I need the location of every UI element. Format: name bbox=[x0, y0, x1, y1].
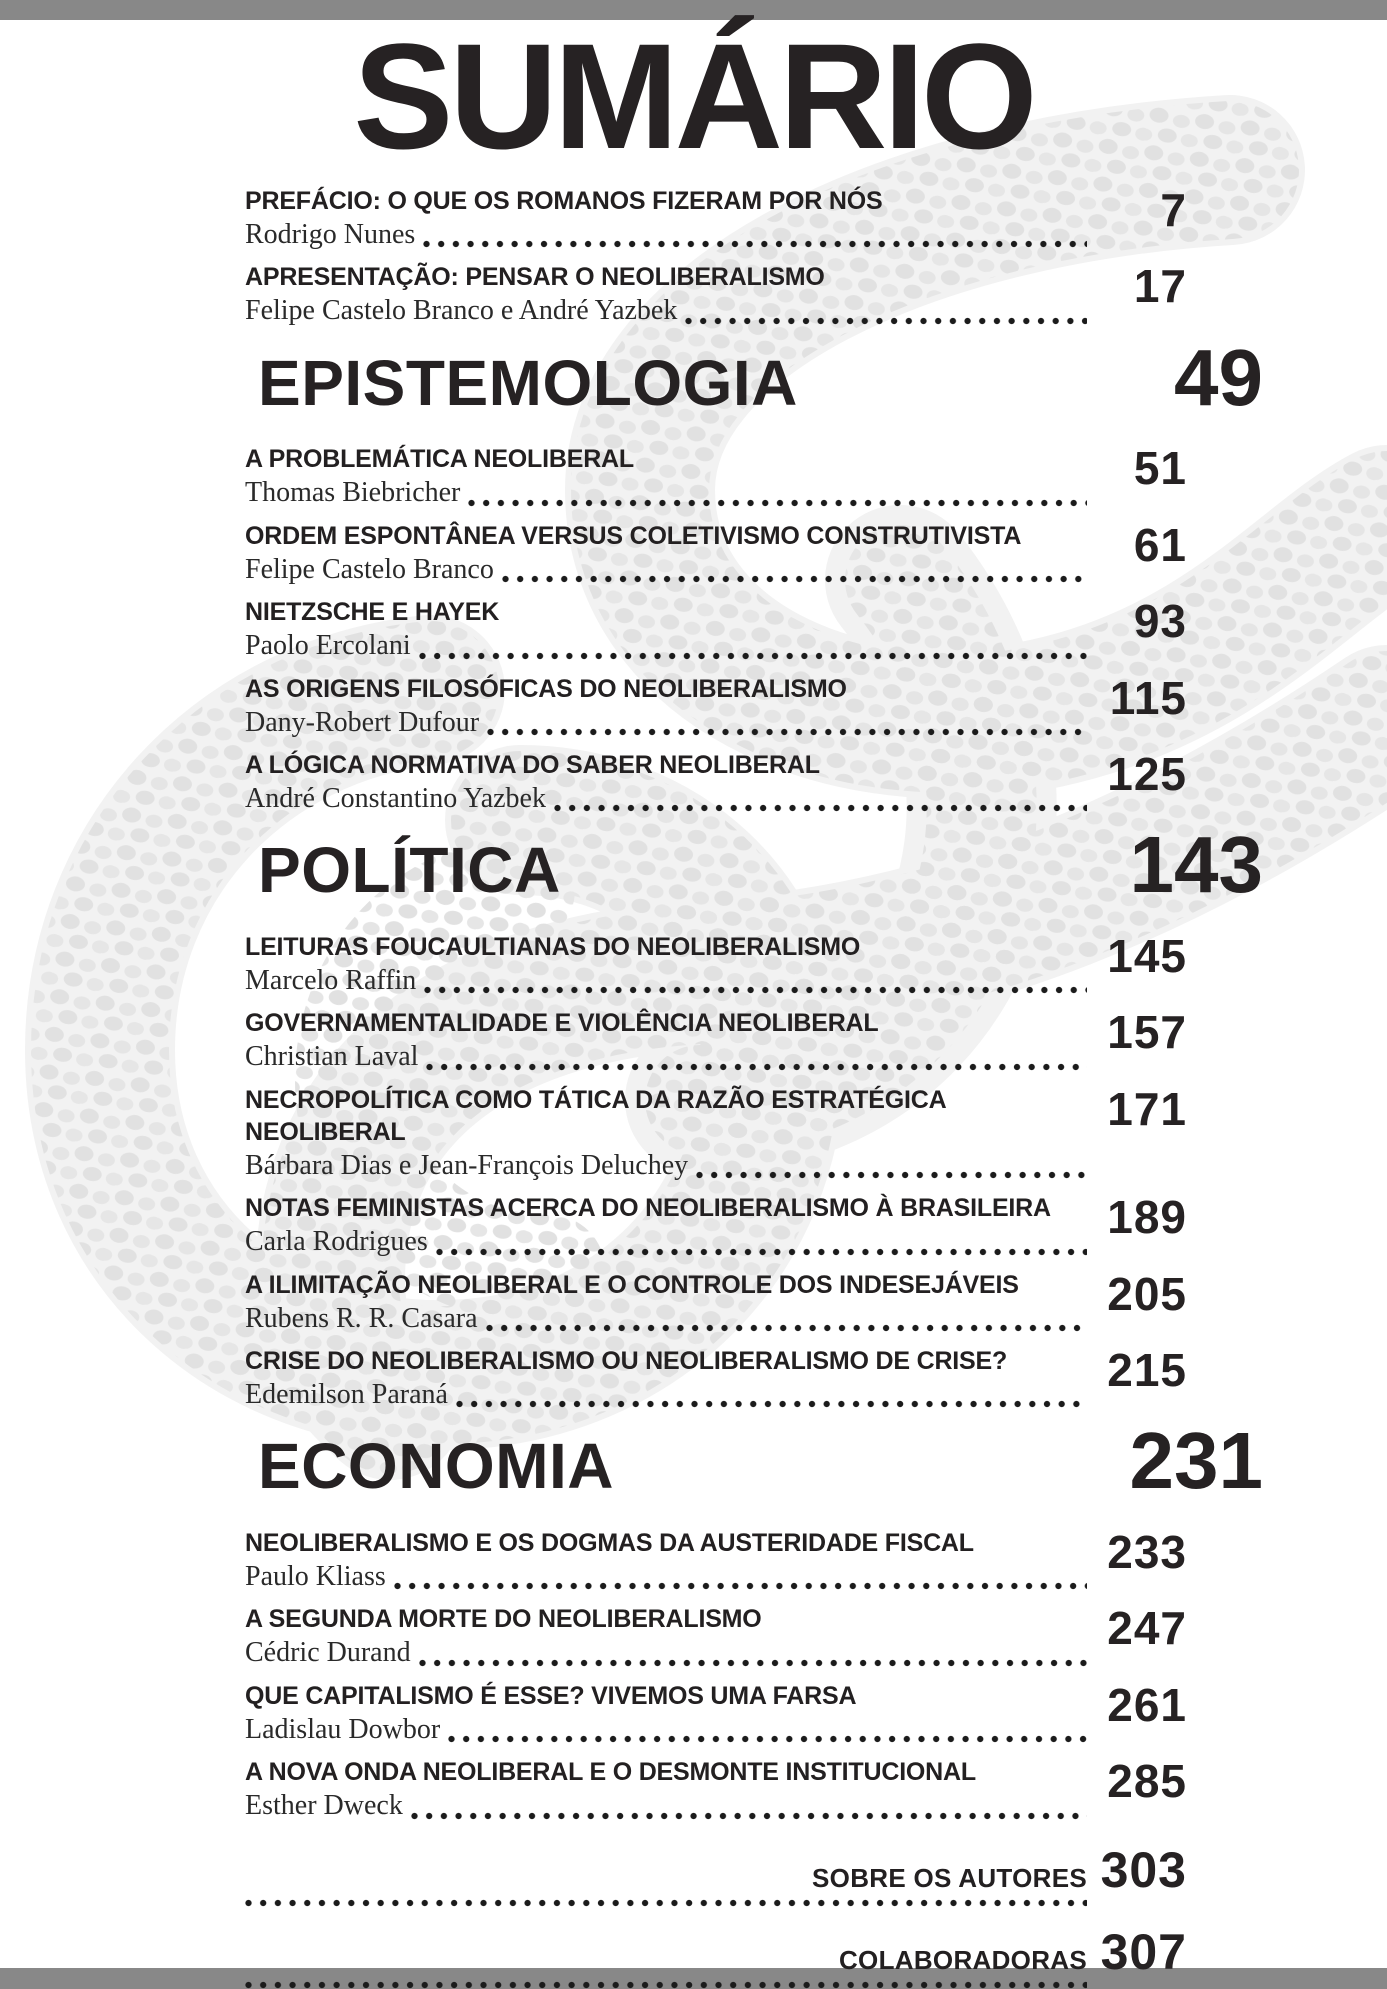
entry-title: A PROBLEMÁTICA NEOLIBERAL bbox=[245, 445, 634, 474]
toc-entry bbox=[245, 1756, 1263, 1824]
dots-leader bbox=[419, 1659, 1087, 1667]
entry-page-number: 145 bbox=[1107, 930, 1187, 983]
entry-author: Thomas Biebricher bbox=[245, 477, 461, 509]
entry-title: QUE CAPITALISMO É ESSE? VIVEMOS UMA FARSA bbox=[245, 1681, 857, 1710]
toc-page bbox=[0, 12, 1387, 1980]
toc-section-heading bbox=[245, 820, 1263, 910]
toc-entry bbox=[245, 931, 1263, 999]
entry-author: Paolo Ercolani bbox=[245, 630, 411, 662]
entry-title: CRISE DO NEOLIBERALISMO OU NEOLIBERALISMO DE CRISE? bbox=[245, 1347, 1008, 1376]
toc-entry bbox=[245, 443, 1263, 511]
dots-leader bbox=[419, 652, 1087, 660]
toc-entry bbox=[245, 1007, 1263, 1075]
backmatter-page-number: 303 bbox=[1100, 1841, 1187, 1898]
entry-text-block bbox=[245, 596, 1087, 664]
toc-entry bbox=[245, 1269, 1263, 1337]
entry-author-line bbox=[245, 1712, 1087, 1748]
entry-author: Christian Laval bbox=[245, 1041, 419, 1073]
toc-entry bbox=[245, 185, 1263, 253]
toc-entry bbox=[245, 1680, 1263, 1748]
dots-leader bbox=[456, 1400, 1087, 1408]
dots-leader bbox=[468, 499, 1087, 507]
entry-text-block bbox=[245, 1756, 1087, 1824]
entry-author-line bbox=[245, 475, 1087, 511]
entry-author: Rubens R. R. Casara bbox=[245, 1302, 478, 1334]
entry-page-number: 7 bbox=[1160, 184, 1187, 236]
toc-list bbox=[0, 185, 1387, 1989]
entry-title: GOVERNAMENTALIDADE E VIOLÊNCIA NEOLIBERAL bbox=[245, 1009, 879, 1038]
entry-page-number: 261 bbox=[1107, 1678, 1187, 1731]
entry-text-block bbox=[245, 673, 1087, 741]
entry-title: A SEGUNDA MORTE DO NEOLIBERALISMO bbox=[245, 1605, 762, 1634]
dots-leader bbox=[502, 575, 1087, 583]
entry-title: NEOLIBERALISMO E OS DOGMAS DA AUSTERIDADE FISCAL bbox=[245, 1529, 974, 1558]
entry-title: ORDEM ESPONTÂNEA VERSUS COLETIVISMO CONSTRUTIVISTA bbox=[245, 521, 1022, 550]
entry-author-line bbox=[245, 552, 1087, 588]
dots-leader bbox=[436, 1248, 1087, 1256]
entry-author-line bbox=[245, 628, 1087, 664]
dots-leader bbox=[486, 1324, 1087, 1332]
entry-author-line bbox=[245, 705, 1087, 741]
entry-author: Esther Dweck bbox=[245, 1790, 403, 1822]
toc-entry bbox=[245, 1345, 1263, 1413]
entry-title: A ILIMITAÇÃO NEOLIBERAL E O CONTROLE DOS INDESEJÁVEIS bbox=[245, 1270, 1019, 1299]
entry-author: Felipe Castelo Branco bbox=[245, 553, 494, 585]
entry-title: NIETZSCHE E HAYEK bbox=[245, 598, 500, 627]
entry-author-line bbox=[245, 1148, 1087, 1184]
dots-leader bbox=[411, 1812, 1087, 1820]
entry-text-block bbox=[245, 1192, 1087, 1260]
entry-text-block bbox=[245, 185, 1087, 253]
section-page-number: 231 bbox=[1129, 1416, 1263, 1506]
entry-author: Paulo Kliass bbox=[245, 1561, 386, 1593]
toc-section-heading bbox=[245, 332, 1263, 422]
section-title: POLÍTICA bbox=[258, 834, 561, 907]
toc-section-heading bbox=[245, 1416, 1263, 1506]
entry-author: Marcelo Raffin bbox=[245, 965, 417, 997]
entry-author: Ladislau Dowbor bbox=[245, 1713, 441, 1745]
entry-text-block bbox=[245, 443, 1087, 511]
entry-title: NECROPOLÍTICA COMO TÁTICA DA RAZÃO ESTRATÉGICA NEOLIBERAL bbox=[245, 1085, 946, 1146]
entry-page-number: 93 bbox=[1133, 595, 1187, 648]
entry-page-number: 171 bbox=[1107, 1082, 1187, 1135]
entry-author: Edemilson Paraná bbox=[245, 1379, 448, 1411]
entry-text-block bbox=[245, 931, 1087, 999]
backmatter-label: COLABORADORAS bbox=[838, 1944, 1087, 1975]
entry-author: Felipe Castelo Branco e André Yazbek bbox=[245, 295, 678, 327]
backmatter-label: SOBRE OS AUTORES bbox=[812, 1862, 1087, 1893]
entry-text-block bbox=[245, 1007, 1087, 1075]
entry-author-line bbox=[245, 1559, 1087, 1595]
entry-author: Dany-Robert Dufour bbox=[245, 706, 480, 738]
entry-author: André Constantino Yazbek bbox=[245, 783, 546, 815]
entry-page-number: 233 bbox=[1107, 1526, 1187, 1579]
entry-page-number: 17 bbox=[1133, 260, 1187, 313]
toc-backmatter bbox=[245, 1841, 1263, 1907]
entry-text-block bbox=[245, 1603, 1087, 1671]
entry-text-block bbox=[245, 1269, 1087, 1337]
entry-page-number: 215 bbox=[1107, 1344, 1187, 1397]
dots-leader bbox=[423, 240, 1087, 248]
dots-leader bbox=[448, 1735, 1087, 1743]
entry-page-number: 125 bbox=[1107, 748, 1187, 801]
toc-entry bbox=[245, 261, 1263, 329]
entry-page-number: 115 bbox=[1109, 671, 1187, 724]
entry-text-block bbox=[245, 1527, 1087, 1595]
entry-author-line bbox=[245, 1039, 1087, 1075]
dots-leader bbox=[487, 728, 1087, 736]
dots-leader bbox=[245, 1899, 1087, 1907]
entry-author: Carla Rodrigues bbox=[245, 1226, 428, 1258]
entry-author: Rodrigo Nunes bbox=[245, 219, 416, 250]
section-title: EPISTEMOLOGIA bbox=[258, 346, 798, 419]
entry-author-line bbox=[245, 1635, 1087, 1671]
entry-author-line bbox=[245, 1377, 1087, 1413]
section-page-number: 143 bbox=[1129, 820, 1263, 910]
dots-leader bbox=[554, 804, 1087, 812]
dots-leader bbox=[245, 1981, 1087, 1989]
dots-leader bbox=[685, 317, 1087, 325]
backmatter-page-number: 307 bbox=[1100, 1923, 1187, 1980]
entry-page-number: 189 bbox=[1107, 1191, 1187, 1244]
dots-leader bbox=[424, 986, 1087, 994]
entry-text-block bbox=[245, 261, 1087, 329]
entry-text-block bbox=[245, 749, 1087, 817]
entry-title: LEITURAS FOUCAULTIANAS DO NEOLIBERALISMO bbox=[245, 933, 861, 962]
toc-entry bbox=[245, 1527, 1263, 1595]
toc-entry bbox=[245, 1192, 1263, 1260]
entry-author-line bbox=[245, 781, 1087, 817]
entry-title: NOTAS FEMINISTAS ACERCA DO NEOLIBERALISMO À BRASILEIRA bbox=[245, 1194, 1051, 1223]
backmatter-row bbox=[245, 1841, 1263, 1898]
toc-entry bbox=[245, 673, 1263, 741]
entry-page-number: 61 bbox=[1133, 518, 1187, 571]
entry-author-line bbox=[245, 293, 1087, 329]
entry-author: Bárbara Dias e Jean-François Deluchey bbox=[245, 1149, 689, 1181]
toc-entry bbox=[245, 1084, 1263, 1184]
entry-author-line bbox=[245, 963, 1087, 999]
entry-page-number: 285 bbox=[1107, 1755, 1187, 1808]
toc-entry bbox=[245, 596, 1263, 664]
entry-title: APRESENTAÇÃO: PENSAR O NEOLIBERALISMO bbox=[245, 263, 825, 292]
toc-backmatter bbox=[245, 1923, 1263, 1989]
entry-author-line bbox=[245, 1788, 1087, 1824]
dots-leader bbox=[426, 1063, 1087, 1071]
entry-text-block bbox=[245, 1084, 1087, 1184]
toc-entry bbox=[245, 749, 1263, 817]
entry-author-line bbox=[245, 1301, 1087, 1337]
entry-title: PREFÁCIO: O QUE OS ROMANOS FIZERAM POR NÓS bbox=[245, 187, 883, 215]
section-title: ECONOMIA bbox=[258, 1430, 614, 1503]
toc-entry bbox=[245, 520, 1263, 588]
dots-leader bbox=[696, 1171, 1087, 1179]
entry-text-block bbox=[245, 1680, 1087, 1748]
entry-author: Cédric Durand bbox=[245, 1637, 411, 1669]
section-page-number: 49 bbox=[1174, 332, 1263, 422]
toc-entry bbox=[245, 1603, 1263, 1671]
backmatter-row bbox=[245, 1923, 1263, 1980]
page-title: SUMÁRIO bbox=[353, 12, 1034, 180]
entry-title: A LÓGICA NORMATIVA DO SABER NEOLIBERAL bbox=[245, 751, 820, 780]
entry-title: AS ORIGENS FILOSÓFICAS DO NEOLIBERALISMO bbox=[245, 674, 847, 703]
dots-leader bbox=[394, 1582, 1087, 1590]
entry-page-number: 157 bbox=[1107, 1006, 1187, 1059]
entry-page-number: 205 bbox=[1107, 1267, 1187, 1320]
entry-author-line bbox=[245, 217, 1087, 253]
entry-text-block bbox=[245, 1345, 1087, 1413]
entry-title: A NOVA ONDA NEOLIBERAL E O DESMONTE INSTITUCIONAL bbox=[245, 1758, 976, 1787]
entry-author-line bbox=[245, 1224, 1087, 1260]
entry-page-number: 247 bbox=[1107, 1602, 1187, 1655]
entry-text-block bbox=[245, 520, 1087, 588]
entry-page-number: 51 bbox=[1133, 442, 1187, 495]
